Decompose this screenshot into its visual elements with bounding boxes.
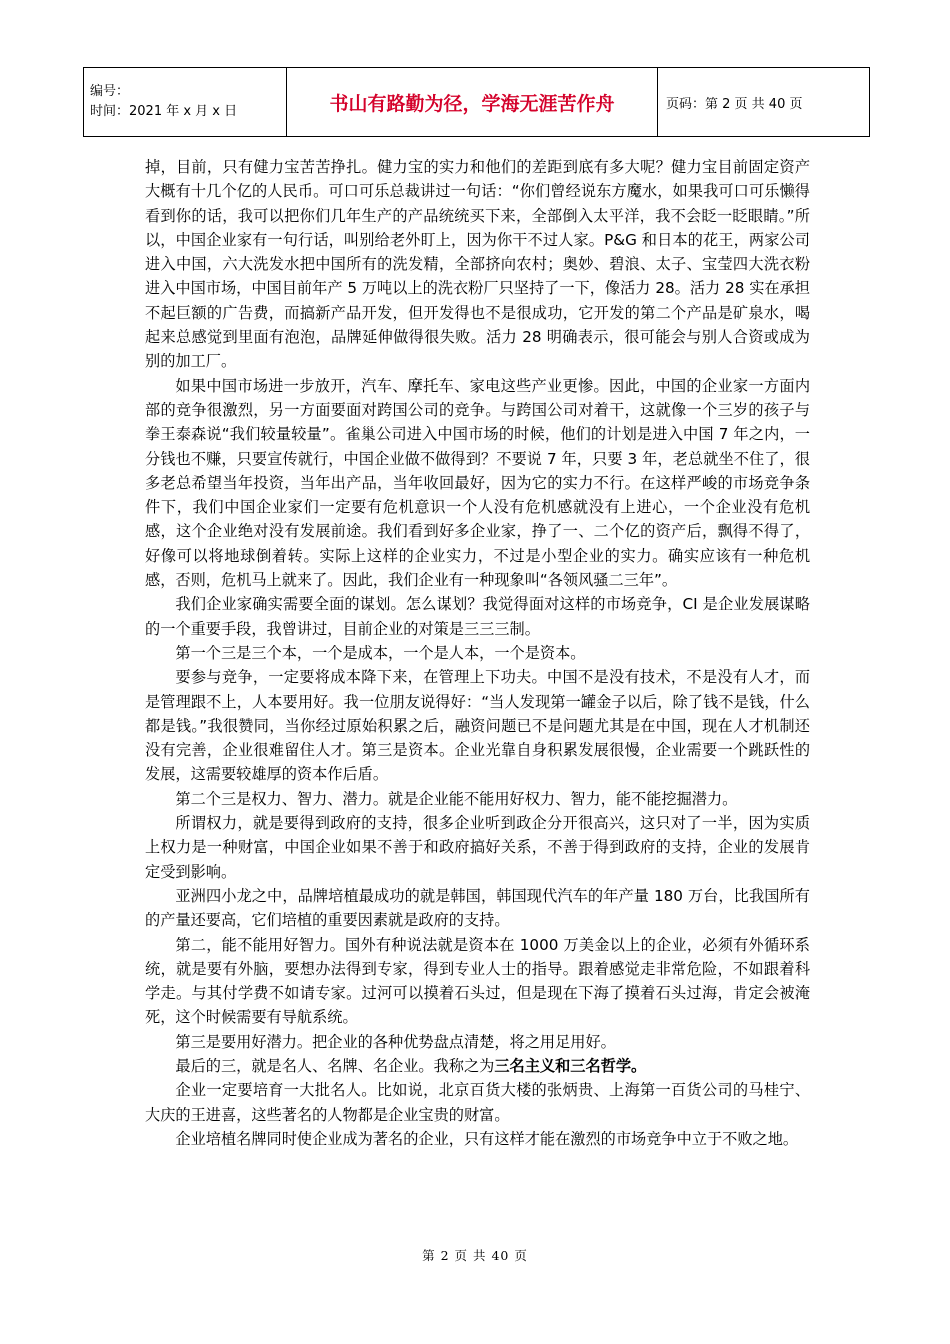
paragraph-8: 亚洲四小龙之中，品牌培植最成功的就是韩国，韩国现代汽车的年产量 180 万台，比我国所有的产量还要高，它们培植的重要因素就是政府的支持。 — [145, 886, 810, 930]
paragraph-4: 第一个三是三个本，一个是成本，一个是人本，一个是资本。 — [175, 643, 586, 662]
header-table — [83, 67, 870, 137]
paragraph-3: 我们企业家确实需要全面的谋划。怎么谋划？我觉得面对这样的市场竞争，CI 是企业发展谋略的一个重要手段，我曾讲过，目前企业的对策是三三三制。 — [145, 595, 810, 638]
page-footer: 第 2 页 共 40 页 — [422, 1248, 528, 1263]
header-motto: 书山有路勤为径，学海无涯苦作舟 — [287, 68, 658, 137]
paragraph-7: 所谓权力，就是要得到政府的支持，很多企业听到政企分开很高兴，这只对了一半，因为实质上权力是一种财富，中国企业如果不善于和政府搞好关系，不善于得到政府的支持，企业的发展肯定受到影响。 — [145, 814, 810, 881]
paragraph-1: 掉，目前，只有健力宝苦苦挣扎。健力宝的实力和他们的差距到底有多大呢？健力宝目前固定资产大概有十几个亿的人民币。可口可乐总裁讲过一句话：“你们曾经说东方魔水，如果我可口可乐懒得看到你的话，我可以把你们几年生产的产品统统买下来，全部倒入太平洋，我不会眨一眨眼睛。”所以，中国企业家有一句行话，叫别给老外盯上，因为你干不过人家。P&G 和日本的花王，两家公司进入中国，六大洗发水把中国所有的洗发精，全部挤向农村；奥妙、碧浪、太子、宝莹四大洗衣粉进入中国市场，中国目前年产 5 万吨以上的洗衣粉厂只坚持了一下，像活力 28。活力 28 实在承担不起巨额的广告费，而搞新产品开发，但开发得也不是很成功，它开发的第二个产品是矿泉水，喝起来总感觉到里面有泡泡，品牌延伸做得很失败。活力 28 明确表示，很可能会与别人合资或成为别的加工厂。 — [145, 158, 810, 371]
paragraph-2: 如果中国市场进一步放开，汽车、摩托车、家电这些产业更惨。因此，中国的企业家一方面内部的竞争很激烈，另一方面要面对跨国公司的竞争。与跨国公司对着干，这就像一个三岁的孩子与拳王泰森说“我们较量较量”。雀巢公司进入中国市场的时候，他们的计划是进入中国 7 年之内，一分钱也不赚，只要宣传就行，中国企业做不做得到？不要说 7 年，只要 3 年，老总就坐不住了，很多老总希望当年投资，当年出产品，当年收回最好，因为它的实力不行。在这样严峻的市场竞争条件下，我们中国企业家们一定要有危机意识一个人没有危机感就没有上进心，一个企业没有危机感，这个企业绝对没有发展前途。我们看到好多企业家，挣了一、二个亿的资产后，飘得不得了，好像可以将地球倒着转。实际上这样的企业实力，不过是小型企业的实力。确实应该有一种危机感，否则，危机马上就来了。因此，我们企业有一种现象叫“各领风骚二三年”。 — [145, 376, 810, 590]
paragraph-13: 企业培植名牌同时使企业成为著名的企业，只有这样才能在激烈的市场竞争中立于不败之地。 — [175, 1129, 799, 1148]
paragraph-10: 第三是要用好潜力。把企业的各种优势盘点清楚，将之用足用好。 — [175, 1032, 616, 1051]
header-page-info: 页码：第 2 页 共 40 页 — [658, 68, 870, 137]
paragraph-5: 要参与竞争，一定要将成本降下来，在管理上下功夫。中国不是没有技术，不是没有人才，而是管理跟不上，人本要用好。我一位朋友说得好：“当人发现第一罐金子以后，除了钱不是钱，什么都是钱。”我很赞同，当你经过原始积累之后，融资问题已不是问题尤其是在中国，现在人才机制还没有完善，企业很难留住人才。第三是资本。企业光靠自身积累发展很慢，企业需要一个跳跃性的发展，这需要较雄厚的资本作后盾。 — [145, 668, 810, 784]
paragraph-9: 第二，能不能用好智力。国外有种说法就是资本在 1000 万美金以上的企业，必须有外循环系统，就是要有外脑，要想办法得到专家，得到专业人士的指导。跟着感觉走非常危险，不如跟着科学走。与其付学费不如请专家。过河可以摸着石头过，但是现在下海了摸着石头过海，肯定会被淹死，这个时候需要有导航系统。 — [145, 935, 810, 1027]
document-number-label: 编号： — [90, 84, 130, 99]
paragraph-6: 第二个三是权力、智力、潜力。就是企业能不能用好权力、智力，能不能挖掘潜力。 — [175, 789, 738, 808]
header-left-cell — [84, 68, 287, 137]
paragraph-11-bold: 三名主义和三名哲学。 — [494, 1056, 647, 1075]
paragraph-11 — [145, 1054, 810, 1078]
paragraph-11-text: 最后的三，就是名人、名牌、名企业。我称之为 — [175, 1056, 495, 1075]
document-time-label: 时间：2021 年 x 月 x 日 — [90, 104, 238, 119]
document-body — [145, 155, 810, 1151]
paragraph-12: 企业一定要培育一大批名人。比如说，北京百货大楼的张炳贵、上海第一百货公司的马桂宁、大庆的王进喜，这些著名的人物都是企业宝贵的财富。 — [145, 1081, 810, 1124]
